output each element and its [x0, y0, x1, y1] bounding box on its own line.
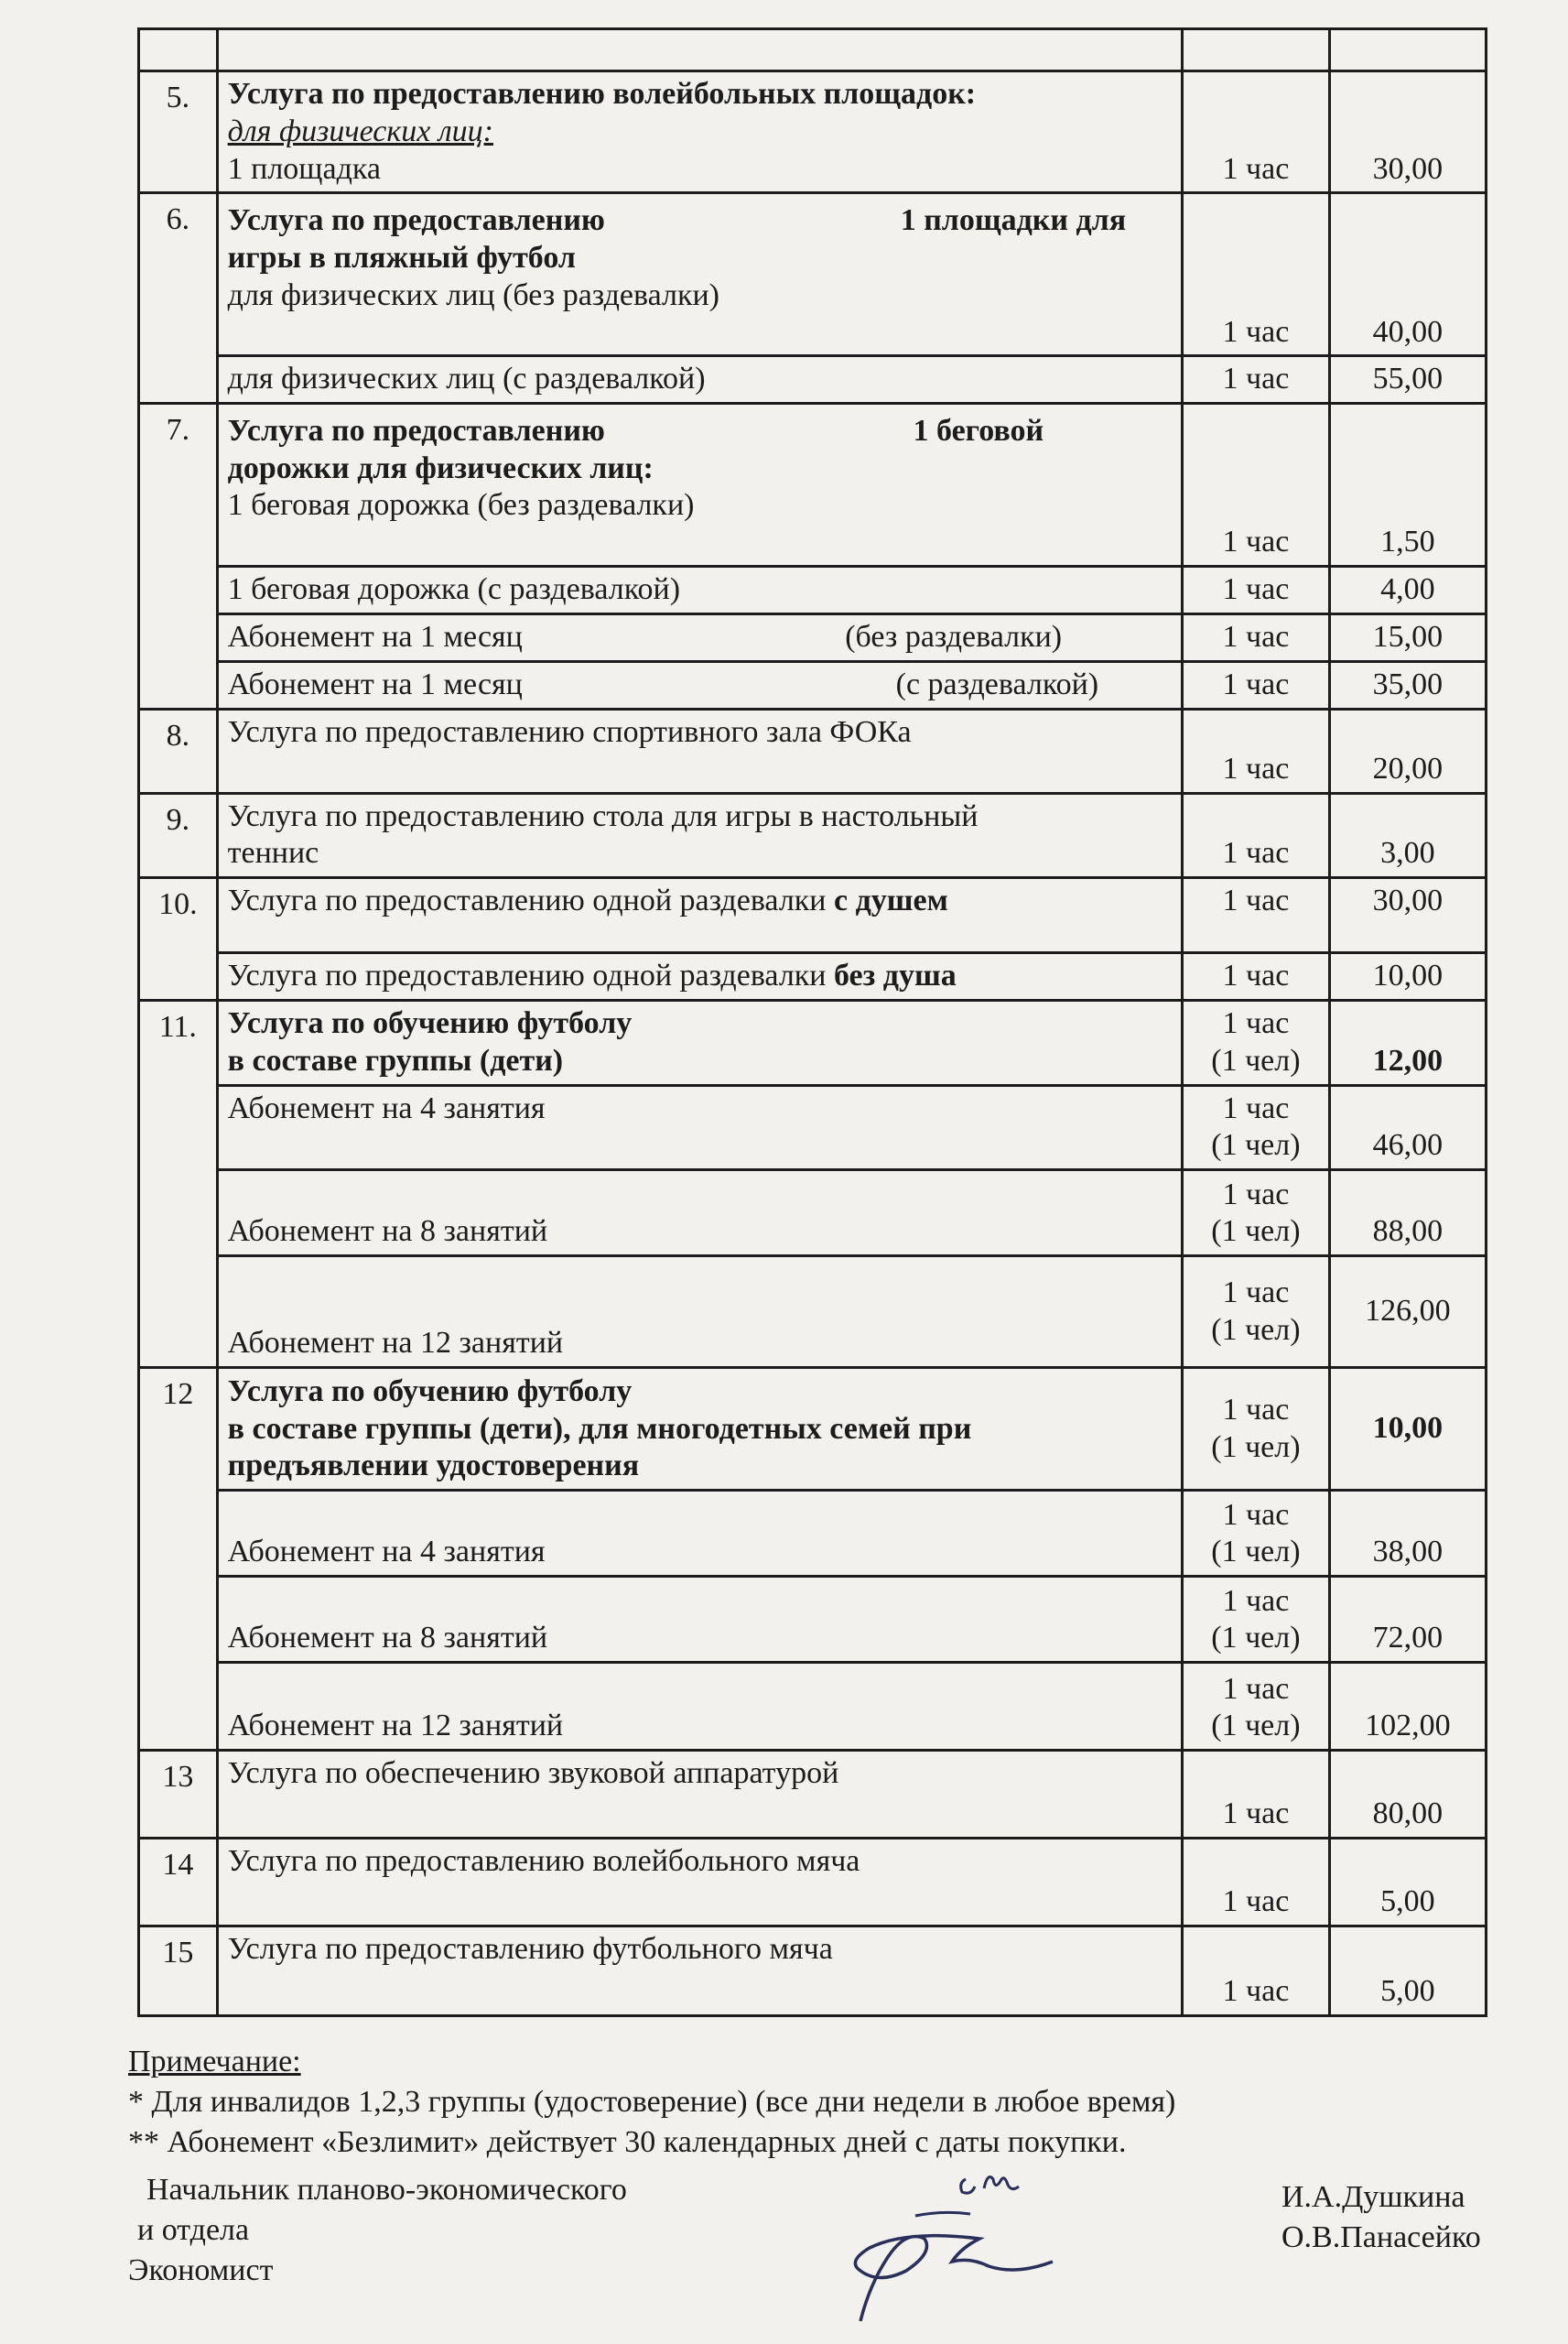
price-cell: 10,00 — [1329, 1368, 1486, 1491]
unit-cell — [1183, 1170, 1330, 1256]
service-title: в составе группы (дети), для многодетных семей при — [227, 1411, 972, 1446]
price-cell: 72,00 — [1329, 1577, 1486, 1663]
row-number: 7. — [139, 404, 218, 709]
row-number: 14 — [139, 1839, 218, 1926]
service-item: Абонемент на 12 занятий — [217, 1663, 1182, 1751]
price-cell: 4,00 — [1329, 567, 1486, 614]
table-row — [139, 1000, 1487, 1085]
unit-cell: 1 час — [1183, 613, 1330, 661]
note-line: * Для инвалидов 1,2,3 группы (удостоверение) (все дни недели в любое время) — [128, 2085, 1176, 2120]
table-row — [139, 193, 1487, 356]
unit-cell: 1 час — [1183, 793, 1330, 878]
table-row — [139, 1491, 1487, 1577]
service-item-part: Услуга по предоставлению одной раздевалки — [227, 884, 827, 918]
price-cell: 20,00 — [1329, 709, 1486, 793]
price-cell: 3,00 — [1329, 793, 1486, 878]
service-cell — [217, 1000, 1182, 1085]
table-row — [139, 953, 1487, 1001]
unit-line: 1 час — [1222, 1005, 1290, 1040]
table-header-row — [139, 29, 1487, 71]
service-item: 1 беговая дорожка (без раздевалки) — [227, 488, 695, 523]
signatory-name: О.В.Панасейко — [1281, 2220, 1481, 2255]
service-item: Услуга по предоставлению футбольного мяча — [217, 1926, 1182, 2016]
unit-line: 1 час — [1222, 1392, 1290, 1427]
price-cell: 126,00 — [1329, 1256, 1486, 1368]
service-title-part: игры в пляжный футбол — [227, 240, 576, 275]
service-item: теннис — [227, 836, 319, 871]
unit-cell — [1183, 1085, 1330, 1170]
service-title-part: 1 беговой — [913, 413, 1044, 448]
unit-cell: 1 час — [1183, 193, 1330, 356]
price-cell: 10,00 — [1329, 953, 1486, 1001]
note-line: ** Абонемент «Безлимит» действует 30 календарных дней с даты покупки. — [128, 2125, 1127, 2160]
price-cell: 30,00 — [1329, 878, 1486, 953]
service-title-part: Услуга по предоставлению — [227, 413, 605, 448]
table-row — [139, 1663, 1487, 1751]
service-cell — [217, 1368, 1182, 1491]
price-cell: 38,00 — [1329, 1491, 1486, 1577]
unit-cell — [1183, 1577, 1330, 1663]
table-row — [139, 1751, 1487, 1839]
table-row — [139, 1368, 1487, 1491]
service-item: Абонемент на 12 занятий — [217, 1256, 1182, 1368]
service-title: предъявлении удостоверения — [227, 1449, 640, 1483]
service-cell — [217, 404, 1182, 567]
price-cell: 88,00 — [1329, 1170, 1486, 1256]
service-cell — [217, 193, 1182, 356]
row-number: 10. — [139, 878, 218, 1001]
service-title-part: 1 площадки для — [900, 203, 1127, 237]
service-item: Абонемент на 4 занятия — [217, 1491, 1182, 1577]
signatory-names — [1281, 2177, 1481, 2258]
price-cell: 1,50 — [1329, 404, 1486, 567]
row-number: 15 — [139, 1926, 218, 2016]
price-cell: 55,00 — [1329, 356, 1486, 404]
row-number: 8. — [139, 709, 218, 793]
notes-section — [128, 2042, 1175, 2164]
table-row — [139, 1085, 1487, 1170]
table-row — [139, 1839, 1487, 1926]
service-item: Услуга по предоставлению волейбольного мяча — [217, 1839, 1182, 1926]
table-row — [139, 1170, 1487, 1256]
unit-cell: 1 час — [1183, 878, 1330, 953]
handwritten-signature — [806, 2161, 1108, 2326]
unit-cell: 1 час — [1183, 71, 1330, 193]
signatory-role: Начальник планово-экономического — [146, 2173, 627, 2207]
price-cell: 46,00 — [1329, 1085, 1486, 1170]
unit-cell: 1 час — [1183, 1839, 1330, 1926]
service-cell — [217, 793, 1182, 878]
service-title: Услуга по обучению футболу — [227, 1373, 633, 1408]
service-item — [217, 613, 1182, 661]
unit-cell: 1 час — [1183, 567, 1330, 614]
price-cell: 80,00 — [1329, 1751, 1486, 1839]
price-cell: 12,00 — [1329, 1000, 1486, 1085]
unit-line: (1 чел) — [1211, 1214, 1301, 1249]
row-number: 9. — [139, 793, 218, 878]
service-item: 1 площадка — [227, 151, 381, 186]
service-subtitle: для физических лиц: — [227, 114, 493, 148]
unit-cell: 1 час — [1183, 356, 1330, 404]
unit-cell — [1183, 1663, 1330, 1751]
signatory-role: Экономист — [128, 2253, 274, 2288]
signatory-name: И.А.Душкина — [1281, 2180, 1465, 2214]
service-item-part: Услуга по предоставлению одной раздевалки — [227, 959, 827, 993]
service-item: Услуга по предоставлению стола для игры в настольный — [227, 798, 979, 833]
unit-line: 1 час — [1222, 1177, 1290, 1211]
unit-line: 1 час — [1222, 1091, 1290, 1125]
service-item: Абонемент на 8 занятий — [217, 1170, 1182, 1256]
price-cell: 40,00 — [1329, 193, 1486, 356]
service-item: для физических лиц (с раздевалкой) — [217, 356, 1182, 404]
row-number: 11. — [139, 1000, 218, 1367]
price-cell: 30,00 — [1329, 71, 1486, 193]
service-item: для физических лиц (без раздевалки) — [227, 277, 719, 312]
service-item: Услуга по обеспечению звуковой аппаратурой — [217, 1751, 1182, 1839]
service-item — [217, 878, 1182, 953]
unit-line: (1 чел) — [1211, 1043, 1301, 1078]
service-title-part: дорожки для физических лиц: — [227, 450, 654, 485]
unit-line: (1 чел) — [1211, 1709, 1301, 1743]
row-number: 6. — [139, 193, 218, 404]
table-cell — [1329, 29, 1486, 71]
table-row — [139, 567, 1487, 614]
unit-line: (1 чел) — [1211, 1621, 1301, 1655]
table-row — [139, 1256, 1487, 1368]
unit-line: (1 чел) — [1211, 1128, 1301, 1163]
unit-line: 1 час — [1222, 1671, 1290, 1706]
unit-line: (1 чел) — [1211, 1312, 1301, 1347]
table-row — [139, 878, 1487, 953]
unit-cell: 1 час — [1183, 404, 1330, 567]
price-cell: 5,00 — [1329, 1839, 1486, 1926]
service-item-part: (без раздевалки) — [845, 619, 1063, 654]
price-cell: 15,00 — [1329, 613, 1486, 661]
row-number: 13 — [139, 1751, 218, 1839]
price-cell: 5,00 — [1329, 1926, 1486, 2016]
service-item-emphasis: без душа — [834, 959, 957, 993]
table-row — [139, 709, 1487, 793]
unit-cell: 1 час — [1183, 709, 1330, 793]
row-number: 12 — [139, 1368, 218, 1751]
unit-cell: 1 час — [1183, 1926, 1330, 2016]
signatory-roles — [128, 2170, 627, 2292]
row-number: 5. — [139, 71, 218, 193]
table-row — [139, 793, 1487, 878]
service-item — [217, 953, 1182, 1001]
service-title-part: Услуга по предоставлению — [227, 203, 605, 237]
service-item — [217, 661, 1182, 709]
service-title: Услуга по обучению футболу — [227, 1005, 633, 1040]
table-row — [139, 661, 1487, 709]
unit-cell — [1183, 1256, 1330, 1368]
service-cell — [217, 71, 1182, 193]
table-cell — [1183, 29, 1330, 71]
service-title: Услуга по предоставлению волейбольных площадок: — [227, 77, 977, 111]
unit-cell — [1183, 1491, 1330, 1577]
table-row — [139, 356, 1487, 404]
service-item: Услуга по предоставлению спортивного зала ФОКа — [217, 709, 1182, 793]
price-cell: 102,00 — [1329, 1663, 1486, 1751]
unit-line: (1 чел) — [1211, 1429, 1301, 1464]
unit-line: 1 час — [1222, 1497, 1290, 1532]
service-title — [228, 202, 1172, 240]
unit-line: 1 час — [1222, 1275, 1290, 1309]
service-item-part: (с раздевалкой) — [895, 667, 1099, 701]
unit-line: (1 чел) — [1211, 1535, 1301, 1569]
service-item: Абонемент на 4 занятия — [217, 1085, 1182, 1170]
table-row — [139, 404, 1487, 567]
notes-header: Примечание: — [128, 2045, 301, 2078]
service-item: Абонемент на 8 занятий — [217, 1577, 1182, 1663]
service-item-part: Абонемент на 1 месяц — [227, 619, 523, 654]
unit-cell — [1183, 1368, 1330, 1491]
unit-cell: 1 час — [1183, 661, 1330, 709]
unit-line: 1 час — [1222, 1583, 1290, 1618]
service-title — [228, 413, 1172, 450]
service-item-emphasis: с душем — [834, 884, 948, 918]
table-row — [139, 71, 1487, 193]
table-row — [139, 613, 1487, 661]
table-row — [139, 1926, 1487, 2016]
price-table — [137, 27, 1487, 2017]
unit-cell: 1 час — [1183, 953, 1330, 1001]
signatory-role: и отдела — [137, 2213, 250, 2248]
price-cell: 35,00 — [1329, 661, 1486, 709]
service-title: в составе группы (дети) — [227, 1043, 564, 1078]
unit-cell — [1183, 1000, 1330, 1085]
service-item-part: Абонемент на 1 месяц — [227, 667, 523, 701]
table-row — [139, 1577, 1487, 1663]
unit-cell: 1 час — [1183, 1751, 1330, 1839]
table-cell — [139, 29, 218, 71]
service-item: 1 беговая дорожка (с раздевалкой) — [217, 567, 1182, 614]
table-cell — [217, 29, 1182, 71]
